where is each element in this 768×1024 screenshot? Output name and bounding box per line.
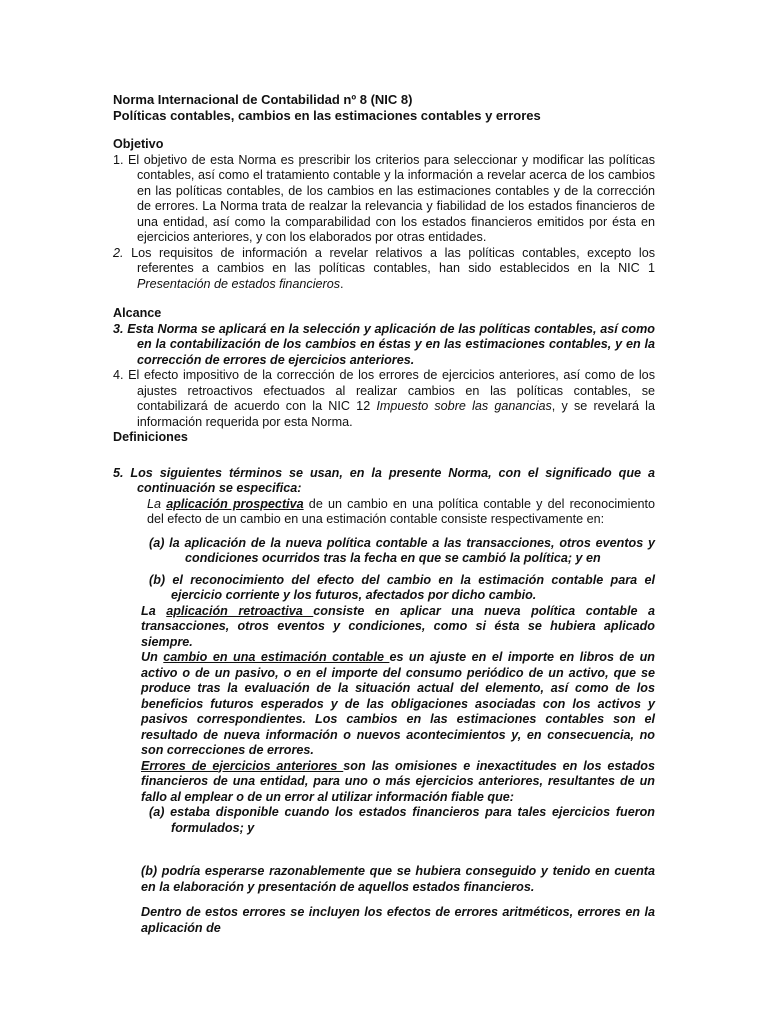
paragraph-2 [113, 246, 655, 293]
section-heading-definiciones: Definiciones [113, 430, 188, 444]
definition-prospective-text: de un cambio en una política contable y del reconocimiento del efecto de un cambio en una estimación contable consiste respectivamente en: [147, 496, 655, 526]
definition-prospective-pre: La [147, 496, 167, 511]
paragraph-2-end: . [340, 276, 344, 291]
paragraph-1: 1. El objetivo de esta Norma es prescribir los criterios para seleccionar y modificar las políticas contables, así como el tratamiento contable y la información a revelar acerca de los cambios en las políticas contables, de los cambios en las estimaciones contables y de la corrección de errores. La Norma trata de realzar la relevancia y fiabilidad de los estados financieros de una entidad, así como la comparabilidad con los estados financieros emitidos por ésta en ejercicios anteriores, y con los elaborados por otras entidades. [113, 152, 655, 244]
paragraph-4-reference: Impuesto sobre las ganancias [376, 399, 552, 413]
term-prospective: aplicación prospectiva [166, 496, 304, 511]
definition-prior-errors-b: (b) podría esperarse razonablemente que se hubiera conseguido y tenido en cuenta en la elaboración y presentación de aquellos estados financieros. [141, 864, 655, 894]
definition-estimate-pre: Un [141, 650, 164, 664]
definition-prospective-a: (a) la aplicación de la nueva política contable a las transacciones, otros eventos y condiciones ocurridos tras la fecha en que se cambió la política; y en [149, 535, 655, 565]
paragraph-2-text: Los requisitos de información a revelar relativos a las políticas contables, excepto los referentes a cambios en las políticas contables, han sido establecidos en la NIC 1 [123, 245, 655, 275]
term-estimate-change: cambio en una estimación contable [163, 650, 390, 664]
document-title: Norma Internacional de Contabilidad nº 8 (NIC 8) [113, 92, 413, 107]
section-heading-objetivo: Objetivo [113, 137, 164, 151]
paragraph-4-text: 4. El efecto impositivo de la corrección de los errores de ejercicios anteriores, así como de los ajustes retroactivos efectuados al realizar cambios en las políticas contables, se contabilizará de acuerdo con la NIC 12 [113, 368, 655, 413]
definition-prospective [113, 497, 655, 528]
paragraph-3: 3. Esta Norma se aplicará en la selección y aplicación de las políticas contables, así como en la contabilización de los cambios en éstas y en las estimaciones contables, y en la corrección de errores de ejercicios anteriores. [113, 321, 655, 367]
paragraph-4-end: , y se revelará la información requerida por esta Norma. [137, 399, 655, 429]
definition-prior-errors-text: son las omisiones e inexactitudes en los estados financieros de una entidad, para uno o más ejercicios anteriores, resultantes de un fallo al emplear o de un error al utilizar información fiable que: [141, 758, 655, 804]
paragraph-2-number: 2. [113, 245, 124, 260]
definition-prior-errors-a: (a) estaba disponible cuando los estados financieros para tales ejercicios fueron formulados; y [149, 805, 655, 835]
document-body [113, 92, 655, 936]
paragraph-5: 5. Los siguientes términos se usan, en la presente Norma, con el significado que a continuación se especifica: [113, 465, 655, 495]
paragraph-errors-included: Dentro de estos errores se incluyen los efectos de errores aritméticos, errores en la aplicación de [141, 905, 655, 935]
definition-retroactive-text: consiste en aplicar una nueva política contable a transacciones, otros eventos y condiciones, como si ésta se hubiera aplicado siempre. [141, 603, 656, 649]
section-heading-alcance: Alcance [113, 306, 162, 320]
term-prior-errors: Errores de ejercicios anteriores [141, 758, 344, 773]
definition-prior-errors [113, 759, 655, 806]
paragraph-2-reference: Presentación de estados financieros [137, 276, 341, 291]
definition-retroactive [113, 604, 655, 651]
term-retroactive: aplicación retroactiva [166, 603, 314, 618]
definition-retroactive-pre: La [141, 603, 167, 618]
definition-estimate-text: es un ajuste en el importe en libros de un activo o de un pasivo, o en el importe del consumo periódico de un activo, que se produce tras la evaluación de la situación actual del elemento, así como de los beneficios futuros esperados y de las obligaciones asociadas con los activos y pasivos correspondientes. Los cambios en las estimaciones contables son el resultado de nueva información o nuevos acontecimientos y, en consecuencia, no son correcciones de errores. [141, 650, 655, 757]
paragraph-4 [113, 368, 655, 430]
definition-prospective-b: (b) el reconocimiento del efecto del cambio en la estimación contable para el ejercicio corriente y los futuros, afectados por dicho cambio. [149, 572, 655, 602]
document-subtitle: Políticas contables, cambios en las estimaciones contables y errores [113, 107, 541, 123]
definition-estimate-change [113, 650, 655, 759]
